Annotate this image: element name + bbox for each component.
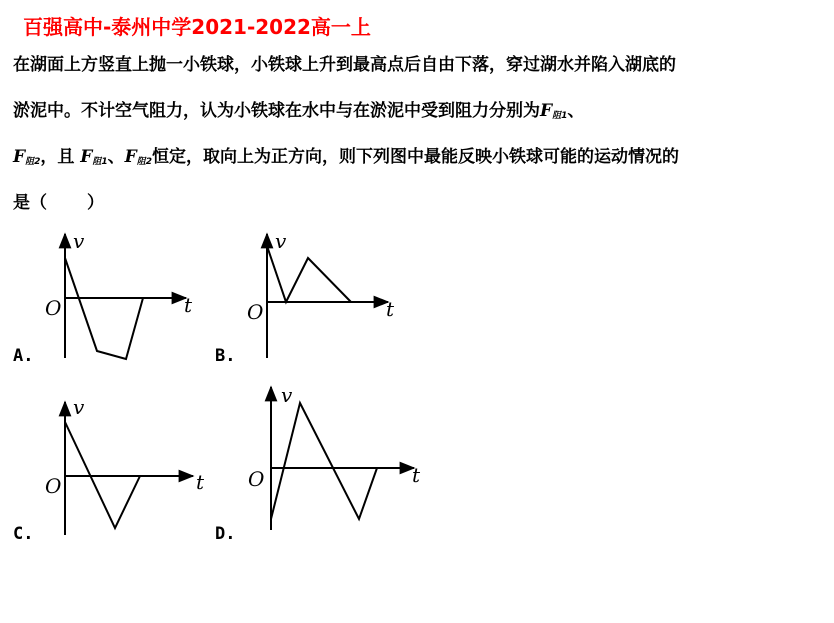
t-axis-label: t [386,297,395,321]
question-line-3 [13,146,821,192]
f-symbol: F [124,147,137,167]
velocity-curve [271,403,377,519]
graph-option-b [242,228,402,368]
origin-label: O [248,467,265,491]
f-subscript-1: 阻1 [552,111,568,121]
f-symbol: F [80,147,93,167]
f-subscript-2: 阻2 [136,157,152,167]
question-line-3-b: 恒定，取向上为正方向，则下列图中最能反映小铁球可能的运动情况的 [151,147,679,167]
origin-label: O [247,300,264,324]
question-line-1: 在湖面上方竖直上抛一小铁球，小铁球上升到最高点后自由下落，穿过湖水并陷入湖底的 [13,55,676,75]
origin-label: O [45,296,62,320]
velocity-curve [65,258,143,359]
dun-mark: 、 [107,147,125,167]
graph-option-a [40,228,200,368]
question-line-3-a: ，且 [40,147,75,167]
f-subscript-2: 阻2 [25,157,41,167]
graph-option-d [244,383,434,533]
f-subscript-1: 阻1 [92,157,108,167]
origin-label: O [45,474,62,498]
f-symbol: F [13,147,26,167]
t-axis-label: t [196,470,205,494]
graph-option-c [40,395,210,543]
v-axis-label: v [281,383,293,407]
v-axis-label: v [73,229,85,253]
question-line-2 [13,100,821,146]
dun-mark: 、 [567,101,585,121]
v-axis-label: v [275,229,287,253]
velocity-curve [267,246,351,302]
option-d-label[interactable]: D. [215,524,236,544]
question-stem [13,54,821,238]
question-line-2-text: 淤泥中。不计空气阻力，认为小铁球在水中与在淤泥中受到阻力分别为 [13,101,540,121]
option-a-label[interactable]: A. [13,346,34,366]
question-line-4-text: 是（ [13,193,47,213]
v-axis-label: v [73,395,85,419]
question-line-4-close: ） [87,193,104,213]
t-axis-label: t [184,293,193,317]
f-symbol: F [540,101,553,121]
t-axis-label: t [412,463,421,487]
header-title: 百强高中-泰州中学2021-2022高一上 [23,15,371,39]
option-c-label[interactable]: C. [13,524,34,544]
option-b-label[interactable]: B. [215,346,236,366]
